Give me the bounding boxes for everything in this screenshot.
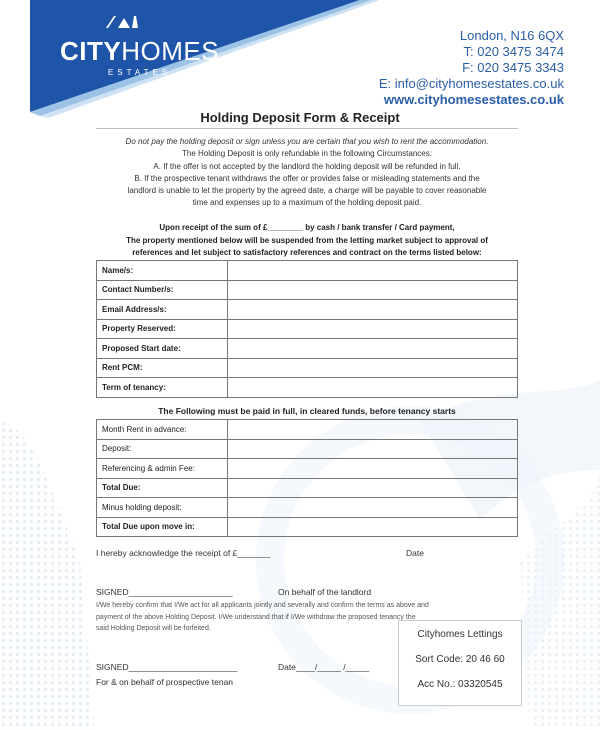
table-row: [97, 459, 518, 479]
property-field[interactable]: [228, 319, 518, 339]
table-row: [97, 439, 518, 459]
email-link[interactable]: E: info@cityhomesestates.co.uk: [378, 76, 564, 91]
intro-text: [96, 136, 518, 210]
conditions-line: references and let subject to satisfactory references and contract on the terms listed below:: [132, 248, 482, 257]
logo-building-icon: [104, 16, 144, 28]
landlord-signature-line[interactable]: SIGNED______________________: [96, 587, 233, 597]
intro-line: A. If the offer is not accepted by the landlord the holding deposit will be refunded in full.: [153, 161, 461, 171]
conditions-line: The property mentioned below will be suspended from the letting market subject to approval of: [126, 235, 488, 245]
field-label: Contact Number/s:: [97, 280, 228, 300]
warning-text: Do not pay the holding deposit or sign unless you are certain that you wish to rent the accommodation.: [125, 137, 489, 146]
tenant-date-line[interactable]: Date____/_____ /_____: [278, 662, 370, 672]
table-row: [97, 339, 518, 359]
confirmation-line: payment of the above Holding Deposit. I/We understand that if I/We withdraw the proposed tenancy the: [96, 613, 416, 621]
field-label: Total Due upon move in:: [97, 517, 228, 537]
field-label: Property Reserved:: [97, 319, 228, 339]
field-label: Rent PCM:: [97, 358, 228, 378]
rent-pcm-field[interactable]: [228, 358, 518, 378]
field-label: Total Due:: [97, 478, 228, 498]
table-row: [97, 517, 518, 537]
phone-text: T: 020 3475 3474: [463, 44, 564, 59]
field-label: Referencing & admin Fee:: [97, 459, 228, 479]
deposit-field[interactable]: [228, 439, 518, 459]
field-label: Term of tenancy:: [97, 378, 228, 398]
month-rent-field[interactable]: [228, 420, 518, 440]
table-row: [97, 280, 518, 300]
company-logo: [60, 36, 219, 77]
name-field[interactable]: [228, 261, 518, 281]
field-label: Minus holding deposit:: [97, 498, 228, 518]
logo-subtitle: ESTATES: [107, 68, 172, 77]
tenant-details-table: [96, 260, 518, 398]
conditions-line: Upon receipt of the sum of £________ by cash / bank transfer / Card payment,: [159, 223, 455, 232]
landlord-behalf-text: On behalf of the landlord: [278, 587, 372, 597]
table-row: [97, 378, 518, 398]
intro-line: time and expenses up to a maximum of the holding deposit paid.: [192, 198, 422, 208]
acknowledge-date-label: Date: [406, 548, 424, 558]
title-divider: [96, 128, 518, 129]
field-label: Email Address/s:: [97, 300, 228, 320]
acknowledge-text: I hereby acknowledge the receipt of £_______: [96, 548, 271, 558]
minus-deposit-field[interactable]: [228, 498, 518, 518]
account-number-text: Acc No.: 03320545: [417, 679, 503, 690]
logo-text-homes: HOMES: [121, 36, 220, 66]
fax-text: F: 020 3475 3343: [462, 60, 564, 75]
field-label: Month Rent in advance:: [97, 420, 228, 440]
page-title: Holding Deposit Form & Receipt: [200, 110, 400, 125]
table-row: [97, 358, 518, 378]
intro-line: The Holding Deposit is only refundable in the following Circumstances:: [182, 149, 432, 159]
table-row: [97, 498, 518, 518]
tenant-behalf-text: For & on behalf of prospective tenan: [96, 677, 234, 687]
table-row: [97, 261, 518, 281]
confirmation-line: I/We hereby confirm that I/We act for all applicants jointly and severally and confirm the terms as above and: [96, 602, 429, 609]
payment-table: [96, 419, 518, 537]
contact-number-field[interactable]: [228, 280, 518, 300]
payment-heading: The Following must be paid in full, in cleared funds, before tenancy starts: [158, 406, 456, 416]
bank-details-box: [398, 620, 522, 706]
field-label: Name/s:: [97, 261, 228, 281]
total-due-field[interactable]: [228, 478, 518, 498]
address-text: London, N16 6QX: [459, 28, 564, 43]
email-field[interactable]: [228, 300, 518, 320]
table-row: [97, 420, 518, 440]
table-row: [97, 300, 518, 320]
sort-code-text: Sort Code: 20 46 60: [415, 654, 505, 665]
intro-line: B. If the prospective tenant withdraws the offer or provides false or misleading statements and the: [134, 173, 480, 183]
website-link[interactable]: www.cityhomesestates.co.uk: [383, 92, 564, 107]
field-label: Deposit:: [97, 439, 228, 459]
tenant-signature-line[interactable]: SIGNED_______________________: [96, 662, 238, 672]
table-row: [97, 319, 518, 339]
logo-text-city: CITY: [60, 36, 122, 66]
start-date-field[interactable]: [228, 339, 518, 359]
confirmation-line: said Holding Deposit will be forfeited.: [96, 625, 211, 632]
term-field[interactable]: [228, 378, 518, 398]
contact-block: [379, 28, 564, 108]
field-label: Proposed Start date:: [97, 339, 228, 359]
bank-account-name: Cityhomes Lettings: [417, 629, 503, 640]
admin-fee-field[interactable]: [228, 459, 518, 479]
conditions-text: [96, 222, 518, 260]
table-row: [97, 478, 518, 498]
total-move-in-field[interactable]: [228, 517, 518, 537]
intro-line: landlord is unable to let the property by the agreed date, a charge will be payable to cover reasonable: [127, 186, 487, 196]
